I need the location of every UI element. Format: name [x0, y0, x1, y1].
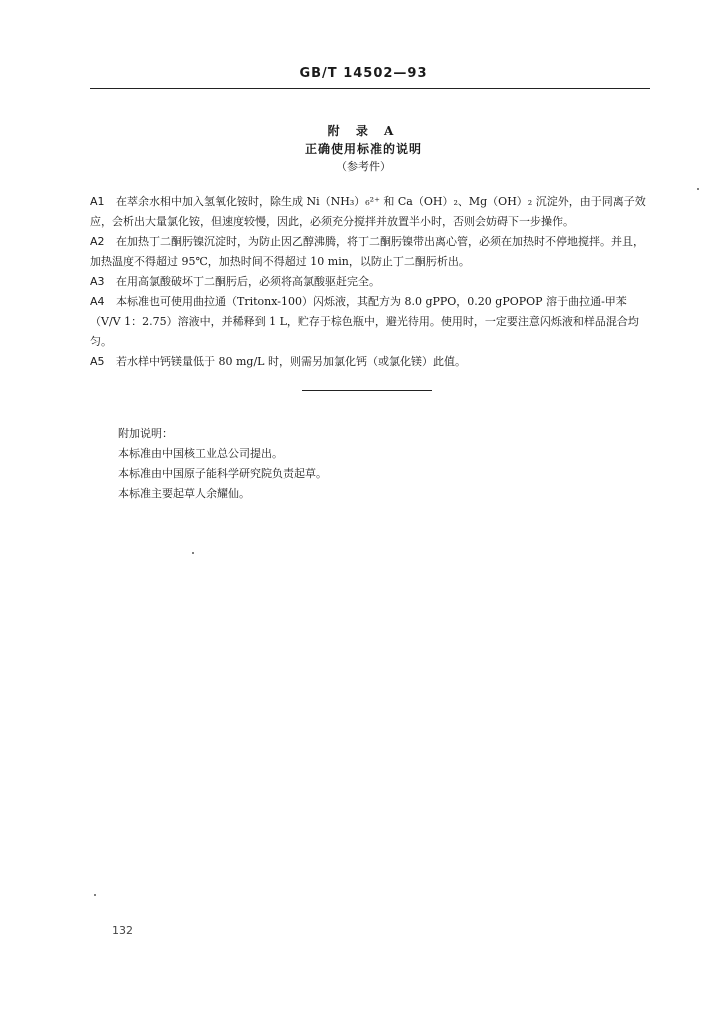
appendix-item-a3 — [90, 272, 650, 292]
appendix-item-a1 — [90, 192, 650, 232]
standard-number: GB/T 14502—93 — [299, 66, 428, 81]
item-number: A2 — [90, 235, 105, 248]
item-number: A5 — [90, 355, 105, 368]
appendix-item-a4 — [90, 292, 650, 352]
scan-speck — [697, 188, 699, 190]
item-text: 本标准也可使用曲拉通（Tritonx-100）闪烁液，其配方为 8.0 gPPO，0.20 gPOPOP 溶于曲拉通-甲苯（V/V 1：2.75）溶液中，并稀释到 1 L，贮存于棕色瓶中，避光待用。使用时，一定要注意闪烁液和样品混合均匀。 — [90, 295, 639, 348]
item-text: 在萃余水相中加入氢氧化铵时，除生成 Ni（NH₃）₆²⁺ 和 Ca（OH）₂、Mg（OH）₂ 沉淀外，由于同离子效应，会析出大量氯化铵，但速度较慢，因此，必须充分搅拌并放置半小时，否则会妨碍下一步操作。 — [90, 195, 646, 228]
scan-speck — [94, 894, 96, 896]
item-number: A3 — [90, 275, 105, 288]
item-text: 在加热丁二酮肟镍沉淀时，为防止因乙醇沸腾，将丁二酮肟镍带出离心管，必须在加热时不停地搅拌。并且，加热温度不得超过 95℃，加热时间不得超过 10 min，以防止丁二酮肟析出。 — [90, 235, 644, 268]
page-number: 132 — [112, 924, 133, 937]
additional-notes — [118, 424, 618, 504]
item-text: 在用高氯酸破坏丁二酮肟后，必须将高氯酸驱赶完全。 — [116, 275, 380, 288]
appendix-item-a2 — [90, 232, 650, 272]
appendix-label: 附 录 A — [327, 124, 400, 138]
additional-note-line: 本标准由中国核工业总公司提出。 — [118, 447, 283, 460]
appendix-note: （参考件） — [336, 160, 391, 173]
item-text: 若水样中钙镁量低于 80 mg/L 时，则需另加氯化钙（或氯化镁）此值。 — [116, 355, 466, 368]
header-rule — [90, 88, 650, 89]
section-divider — [302, 390, 432, 391]
additional-note-line: 本标准主要起草人余耀仙。 — [118, 487, 250, 500]
appendix-title: 正确使用标准的说明 — [304, 142, 422, 156]
item-number: A1 — [90, 195, 105, 208]
additional-notes-heading: 附加说明： — [118, 427, 173, 440]
additional-note-line: 本标准由中国原子能科学研究院负责起草。 — [118, 467, 327, 480]
appendix-item-a5 — [90, 352, 650, 372]
scan-speck — [192, 552, 194, 554]
item-number: A4 — [90, 295, 105, 308]
appendix-body — [90, 192, 650, 372]
